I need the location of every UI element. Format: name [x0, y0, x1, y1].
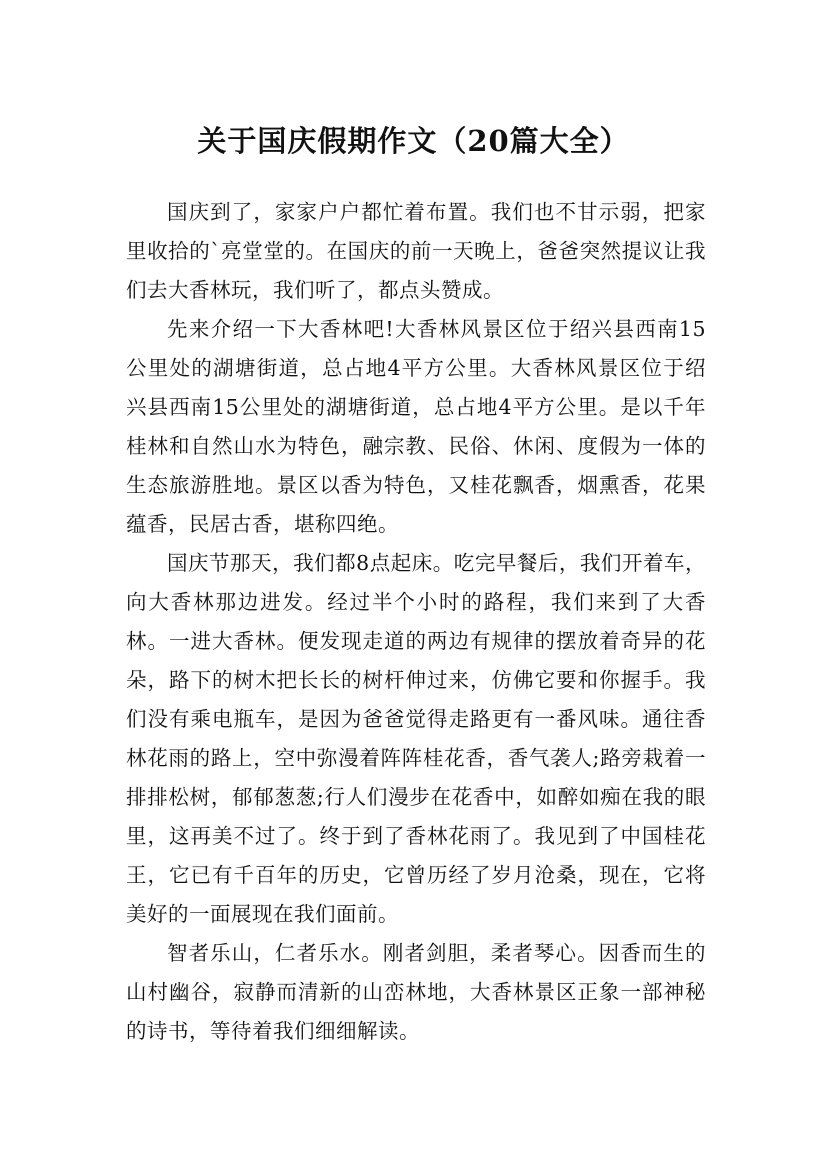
paragraph-3: 国庆节那天，我们都8点起床。吃完早餐后，我们开着车，向大香林那边进发。经过半个小时的路程，我们来到了大香林。一进大香林。便发现走道的两边有规律的摆放着奇异的花朵，路下的树木把长长的树杆伸过来，仿佛它要和你握手。我们没有乘电瓶车，是因为爸爸觉得走路更有一番风味。通往香林花雨的路上，空中弥漫着阵阵桂花香，香气袭人;路旁栽着一排排松树，郁郁葱葱;行人们漫步在花香中，如醉如痴在我的眼里，这再美不过了。终于到了香林花雨了。我见到了中国桂花王，它已有千百年的历史，它曾历经了岁月沧桑，现在，它将美好的一面展现在我们面前。 — [126, 551, 706, 926]
paragraph-1: 国庆到了，家家户户都忙着布置。我们也不甘示弱，把家里收拾的`亮堂堂的。在国庆的前一天晚上，爸爸突然提议让我们去大香林玩，我们听了，都点头赞成。 — [126, 200, 706, 302]
paragraph-4: 智者乐山，仁者乐水。刚者剑胆，柔者琴心。因香而生的山村幽谷，寂静而清新的山峦林地，大香林景区正象一部神秘的诗书，等待着我们细细解读。 — [126, 941, 706, 1043]
document-body — [126, 193, 706, 1051]
document-title: 关于国庆假期作文（20篇大全） — [197, 124, 630, 159]
paragraph-2: 先来介绍一下大香林吧!大香林风景区位于绍兴县西南15公里处的湖塘街道，总占地4平方公里。大香林风景区位于绍兴县西南15公里处的湖塘街道，总占地4平方公里。是以千年桂林和自然山水为特色，融宗教、民俗、休闲、度假为一体的生态旅游胜地。景区以香为特色，又桂花飘香，烟熏香，花果蕴香，民居古香，堪称四绝。 — [126, 317, 706, 536]
